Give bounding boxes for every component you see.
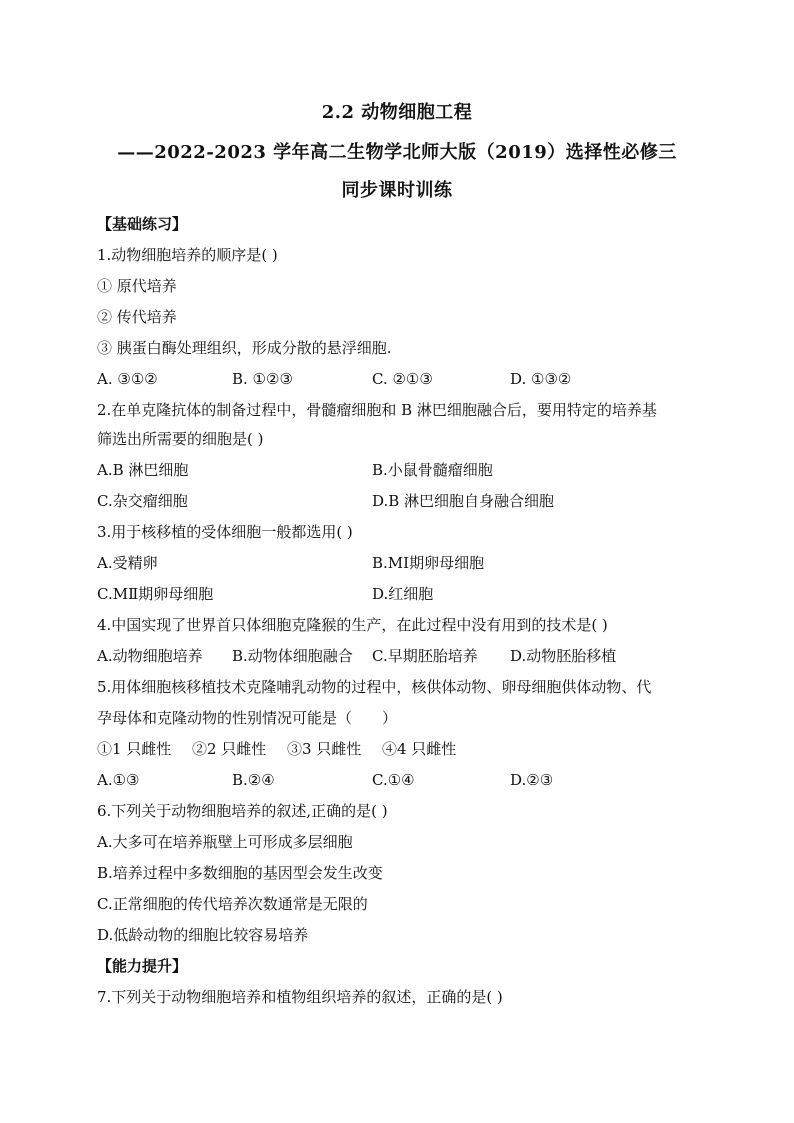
q4-option-b: B.动物体细胞融合	[232, 647, 353, 665]
q2-option-b: B.小鼠骨髓瘤细胞	[372, 461, 493, 479]
q6-option-d: D.低龄动物的细胞比较容易培养	[97, 926, 309, 944]
q5-item-3: ③3 只雌性	[287, 740, 362, 758]
q6-option-c: C.正常细胞的传代培养次数通常是无限的	[97, 895, 368, 913]
q1-option-c: C. ②①③	[372, 370, 433, 388]
q1-option-b: B. ①②③	[232, 370, 293, 388]
q1-item-3: ③ 胰蛋白酶处理组织，形成分散的悬浮细胞.	[97, 339, 392, 357]
q5-stem-line-1: 5.用体细胞核移植技术克隆哺乳动物的过程中，核供体动物、卵母细胞供体动物、代	[97, 678, 652, 696]
q3-option-a: A.受精卵	[97, 554, 158, 572]
q2-option-c: C.杂交瘤细胞	[97, 492, 188, 510]
q5-item-1: ①1 只雌性	[97, 740, 172, 758]
q1-item-1: ① 原代培养	[97, 277, 177, 295]
q2-stem-line-2: 筛选出所需要的细胞是( )	[97, 430, 264, 448]
q1-stem: 1.动物细胞培养的顺序是( )	[97, 246, 278, 264]
q2-option-d: D.B 淋巴细胞自身融合细胞	[372, 492, 555, 510]
section-advanced: 【能力提升】	[97, 957, 188, 975]
q6-option-a: A.大多可在培养瓶壁上可形成多层细胞	[97, 833, 353, 851]
section-basic: 【基础练习】	[97, 215, 188, 233]
q3-option-d: D.红细胞	[372, 585, 434, 603]
q1-option-a: A. ③①②	[97, 370, 158, 388]
q5-stem-line-2: 孕母体和克隆动物的性别情况可能是（ ）	[97, 709, 398, 727]
q4-stem: 4.中国实现了世界首只体细胞克隆猴的生产，在此过程中没有用到的技术是( )	[97, 616, 608, 634]
q1-item-2: ② 传代培养	[97, 308, 177, 326]
q7-stem: 7.下列关于动物细胞培养和植物组织培养的叙述，正确的是( )	[97, 988, 503, 1006]
title-line-3: 同步课时训练	[341, 180, 453, 201]
title-line-2: ——2022-2023 学年高二生物学北师大版（2019）选择性必修三	[117, 142, 677, 163]
q2-stem-line-1: 2.在单克隆抗体的制备过程中，骨髓瘤细胞和 B 淋巴细胞融合后，要用特定的培养基	[97, 401, 657, 419]
q3-stem: 3.用于核移植的受体细胞一般都选用( )	[97, 523, 353, 541]
q1-option-d: D. ①③②	[510, 370, 572, 388]
q5-option-a: A.①③	[97, 771, 140, 789]
q5-option-b: B.②④	[232, 771, 275, 789]
q6-stem: 6.下列关于动物细胞培养的叙述,正确的是( )	[97, 802, 388, 820]
q5-item-4: ④4 只雌性	[382, 740, 457, 758]
q4-option-d: D.动物胚胎移植	[510, 647, 617, 665]
q6-option-b: B.培养过程中多数细胞的基因型会发生改变	[97, 864, 383, 882]
q5-option-d: D.②③	[510, 771, 554, 789]
q2-option-a: A.B 淋巴细胞	[97, 461, 189, 479]
q4-option-a: A.动物细胞培养	[97, 647, 203, 665]
q3-option-c: C.MⅡ期卵母细胞	[97, 585, 214, 603]
q5-item-2: ②2 只雌性	[192, 740, 267, 758]
q5-option-c: C.①④	[372, 771, 415, 789]
title-line-1: 2.2 动物细胞工程	[321, 102, 473, 123]
q4-option-c: C.早期胚胎培养	[372, 647, 478, 665]
q3-option-b: B.MⅠ期卵母细胞	[372, 554, 485, 572]
